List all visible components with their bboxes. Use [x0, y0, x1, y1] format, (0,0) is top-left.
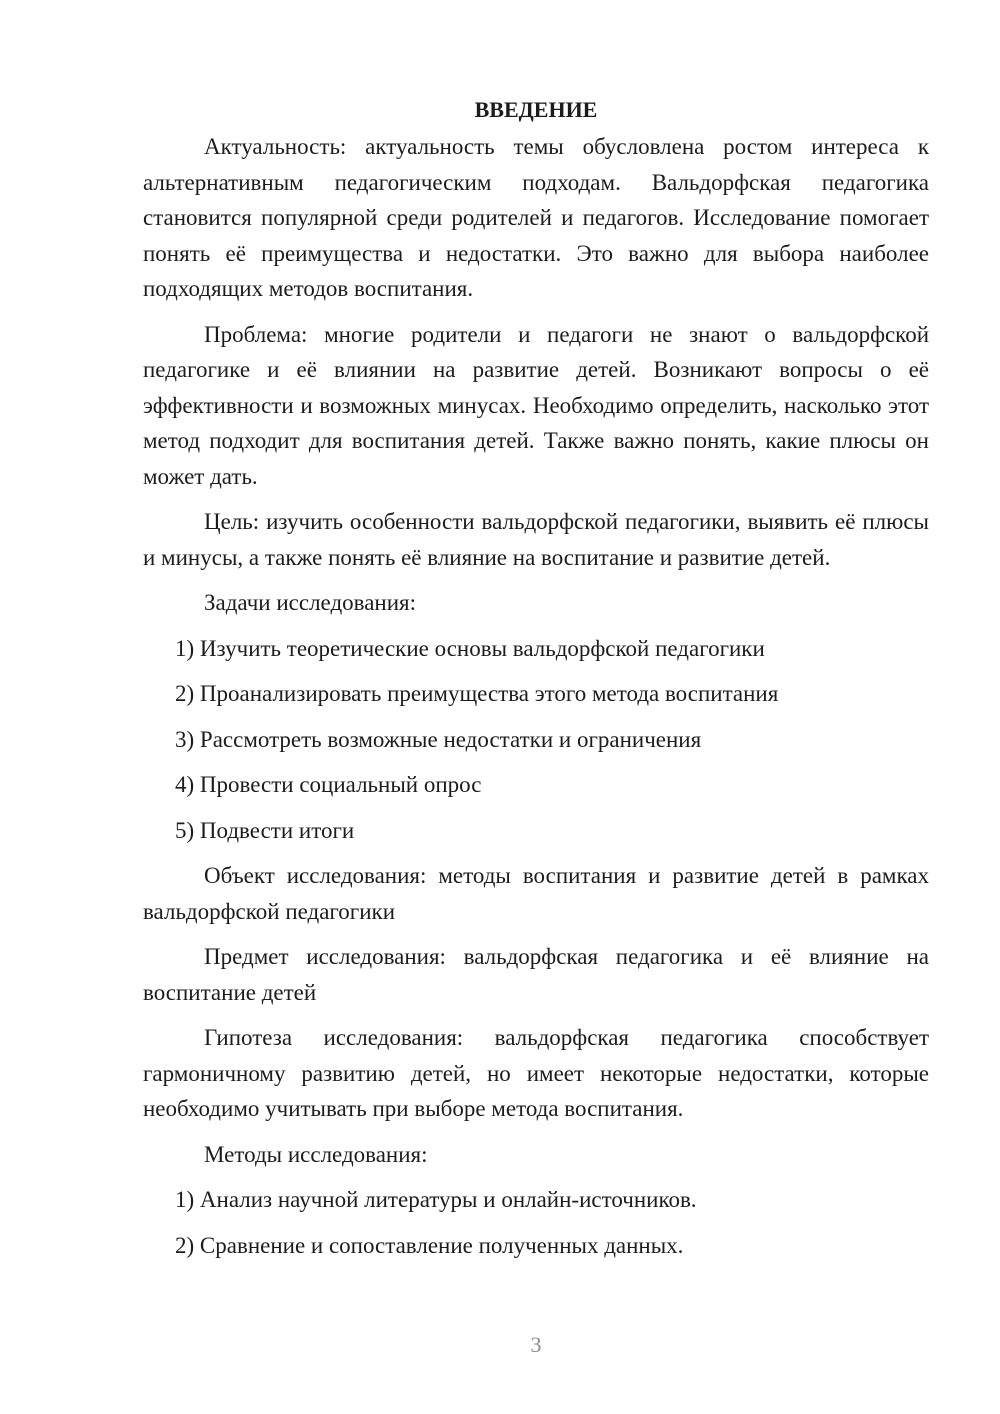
- page-number: 3: [530, 1332, 542, 1357]
- tasks-heading: Задачи исследования:: [204, 590, 417, 615]
- relevance-paragraph: Актуальность: актуальность темы обусловлена ростом интереса к альтернативным педагогическим подходам. Вальдорфская педагогика становится популярной среди родителей и педагогов. Исследование помогает понять её преимущества и недостатки. Это важно для выбора наиболее подходящих методов воспитания.: [143, 134, 929, 301]
- method-item-2: 2) Сравнение и сопоставление полученных данных.: [175, 1232, 684, 1258]
- task-item-5: 5) Подвести итоги: [175, 817, 355, 843]
- goal-paragraph: Цель: изучить особенности вальдорфской педагогики, выявить её плюсы и минусы, а также понять её влияние на воспитание и развитие детей.: [143, 509, 929, 570]
- task-item-2: 2) Проанализировать преимущества этого метода воспитания: [175, 681, 779, 706]
- problem-paragraph: Проблема: многие родители и педагоги не знают о вальдорфской педагогике и её влиянии на развитие детей. Возникают вопросы о её эффективности и возможных минусах. Необходимо определить, насколько этот метод подходит для воспитания детей. Также важно понять, какие плюсы он может дать.: [143, 321, 929, 489]
- hypothesis-paragraph: Гипотеза исследования: вальдорфская педагогика способствует гармоничному развитию детей, но имеет некоторые недостатки, которые необходимо учитывать при выборе метода воспитания.: [143, 1025, 929, 1121]
- subject-paragraph: Предмет исследования: вальдорфская педагогика и её влияние на воспитание детей: [143, 944, 929, 1005]
- section-title: ВВЕДЕНИЕ: [474, 97, 598, 122]
- object-paragraph: Объект исследования: методы воспитания и развитие детей в рамках вальдорфской педагогики: [143, 863, 929, 924]
- method-item-1: 1) Анализ научной литературы и онлайн-источников.: [175, 1187, 697, 1212]
- methods-heading: Методы исследования:: [204, 1141, 428, 1167]
- task-item-1: 1) Изучить теоретические основы вальдорфской педагогики: [175, 635, 765, 661]
- task-item-4: 4) Провести социальный опрос: [175, 772, 482, 797]
- page-content: [143, 92, 929, 1273]
- task-item-3: 3) Рассмотреть возможные недостатки и ограничения: [175, 726, 702, 752]
